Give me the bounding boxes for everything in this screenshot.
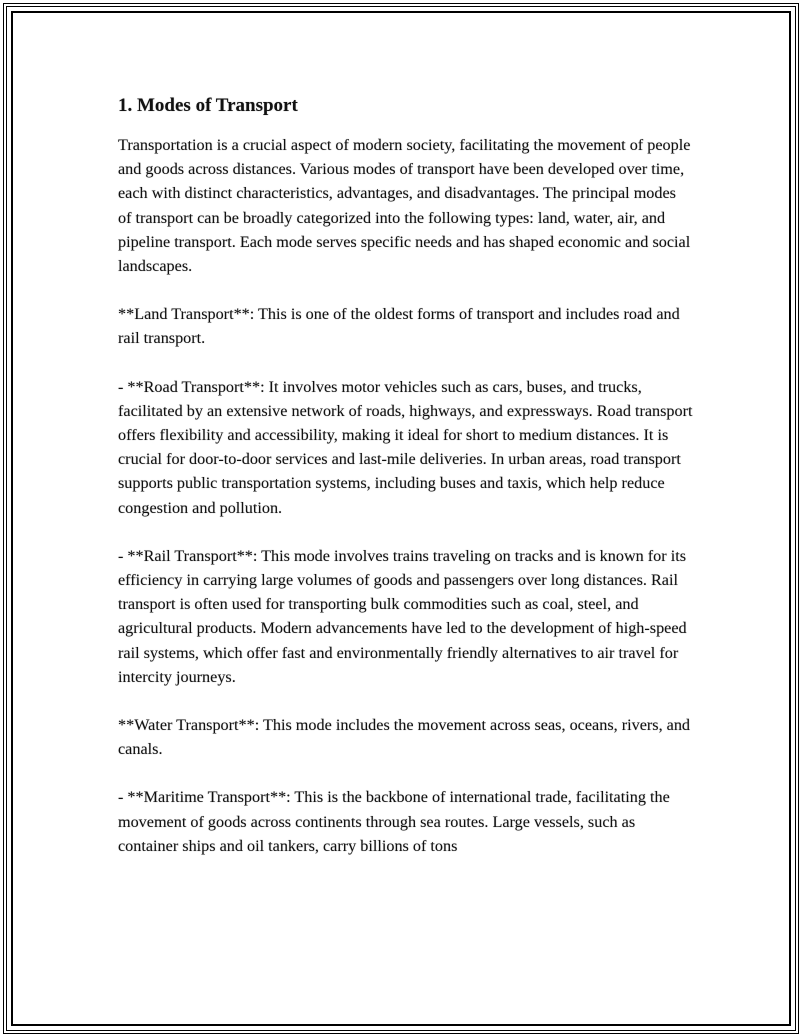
rail-transport-paragraph: - **Rail Transport**: This mode involves trains traveling on tracks and is known for its efficiency in carrying large volumes of goods and passengers over long distances. Rail transport is often used for transporting bulk commodities such as coal, steel, and agricultural products. Modern advancements have led to the development of high-speed rail systems, which offer fast and environmentally friendly alternatives to air travel for intercity journeys. xyxy=(118,546,687,686)
intro-paragraph: Transportation is a crucial aspect of modern society, facilitating the movement of people and goods across distances. Various modes of transport have been developed over time, each with distinct characteristics, advantages, and disadvantages. The principal modes of transport can be broadly categorized into the following types: land, water, air, and pipeline transport. Each mode serves specific needs and has shaped economic and social landscapes. xyxy=(118,136,691,276)
maritime-transport-paragraph: - **Maritime Transport**: This is the backbone of international trade, facilitating the movement of goods across continents through sea routes. Large vessels, such as container ships and oil tankers, carry billions of tons xyxy=(118,788,670,855)
document-body xyxy=(118,93,693,882)
water-transport-paragraph: **Water Transport**: This mode includes the movement across seas, oceans, rivers, and canals. xyxy=(118,716,691,759)
section-heading: 1. Modes of Transport xyxy=(118,95,298,116)
road-transport-paragraph: - **Road Transport**: It involves motor vehicles such as cars, buses, and trucks, facilitated by an extensive network of roads, highways, and expressways. Road transport offers flexibility and accessibility, making it ideal for short to medium distances. It is crucial for door-to-door services and last-mile deliveries. In urban areas, road transport supports public transportation systems, including buses and taxis, which help reduce congestion and pollution. xyxy=(118,377,693,517)
land-transport-paragraph: **Land Transport**: This is one of the oldest forms of transport and includes road and rail transport. xyxy=(118,305,680,348)
